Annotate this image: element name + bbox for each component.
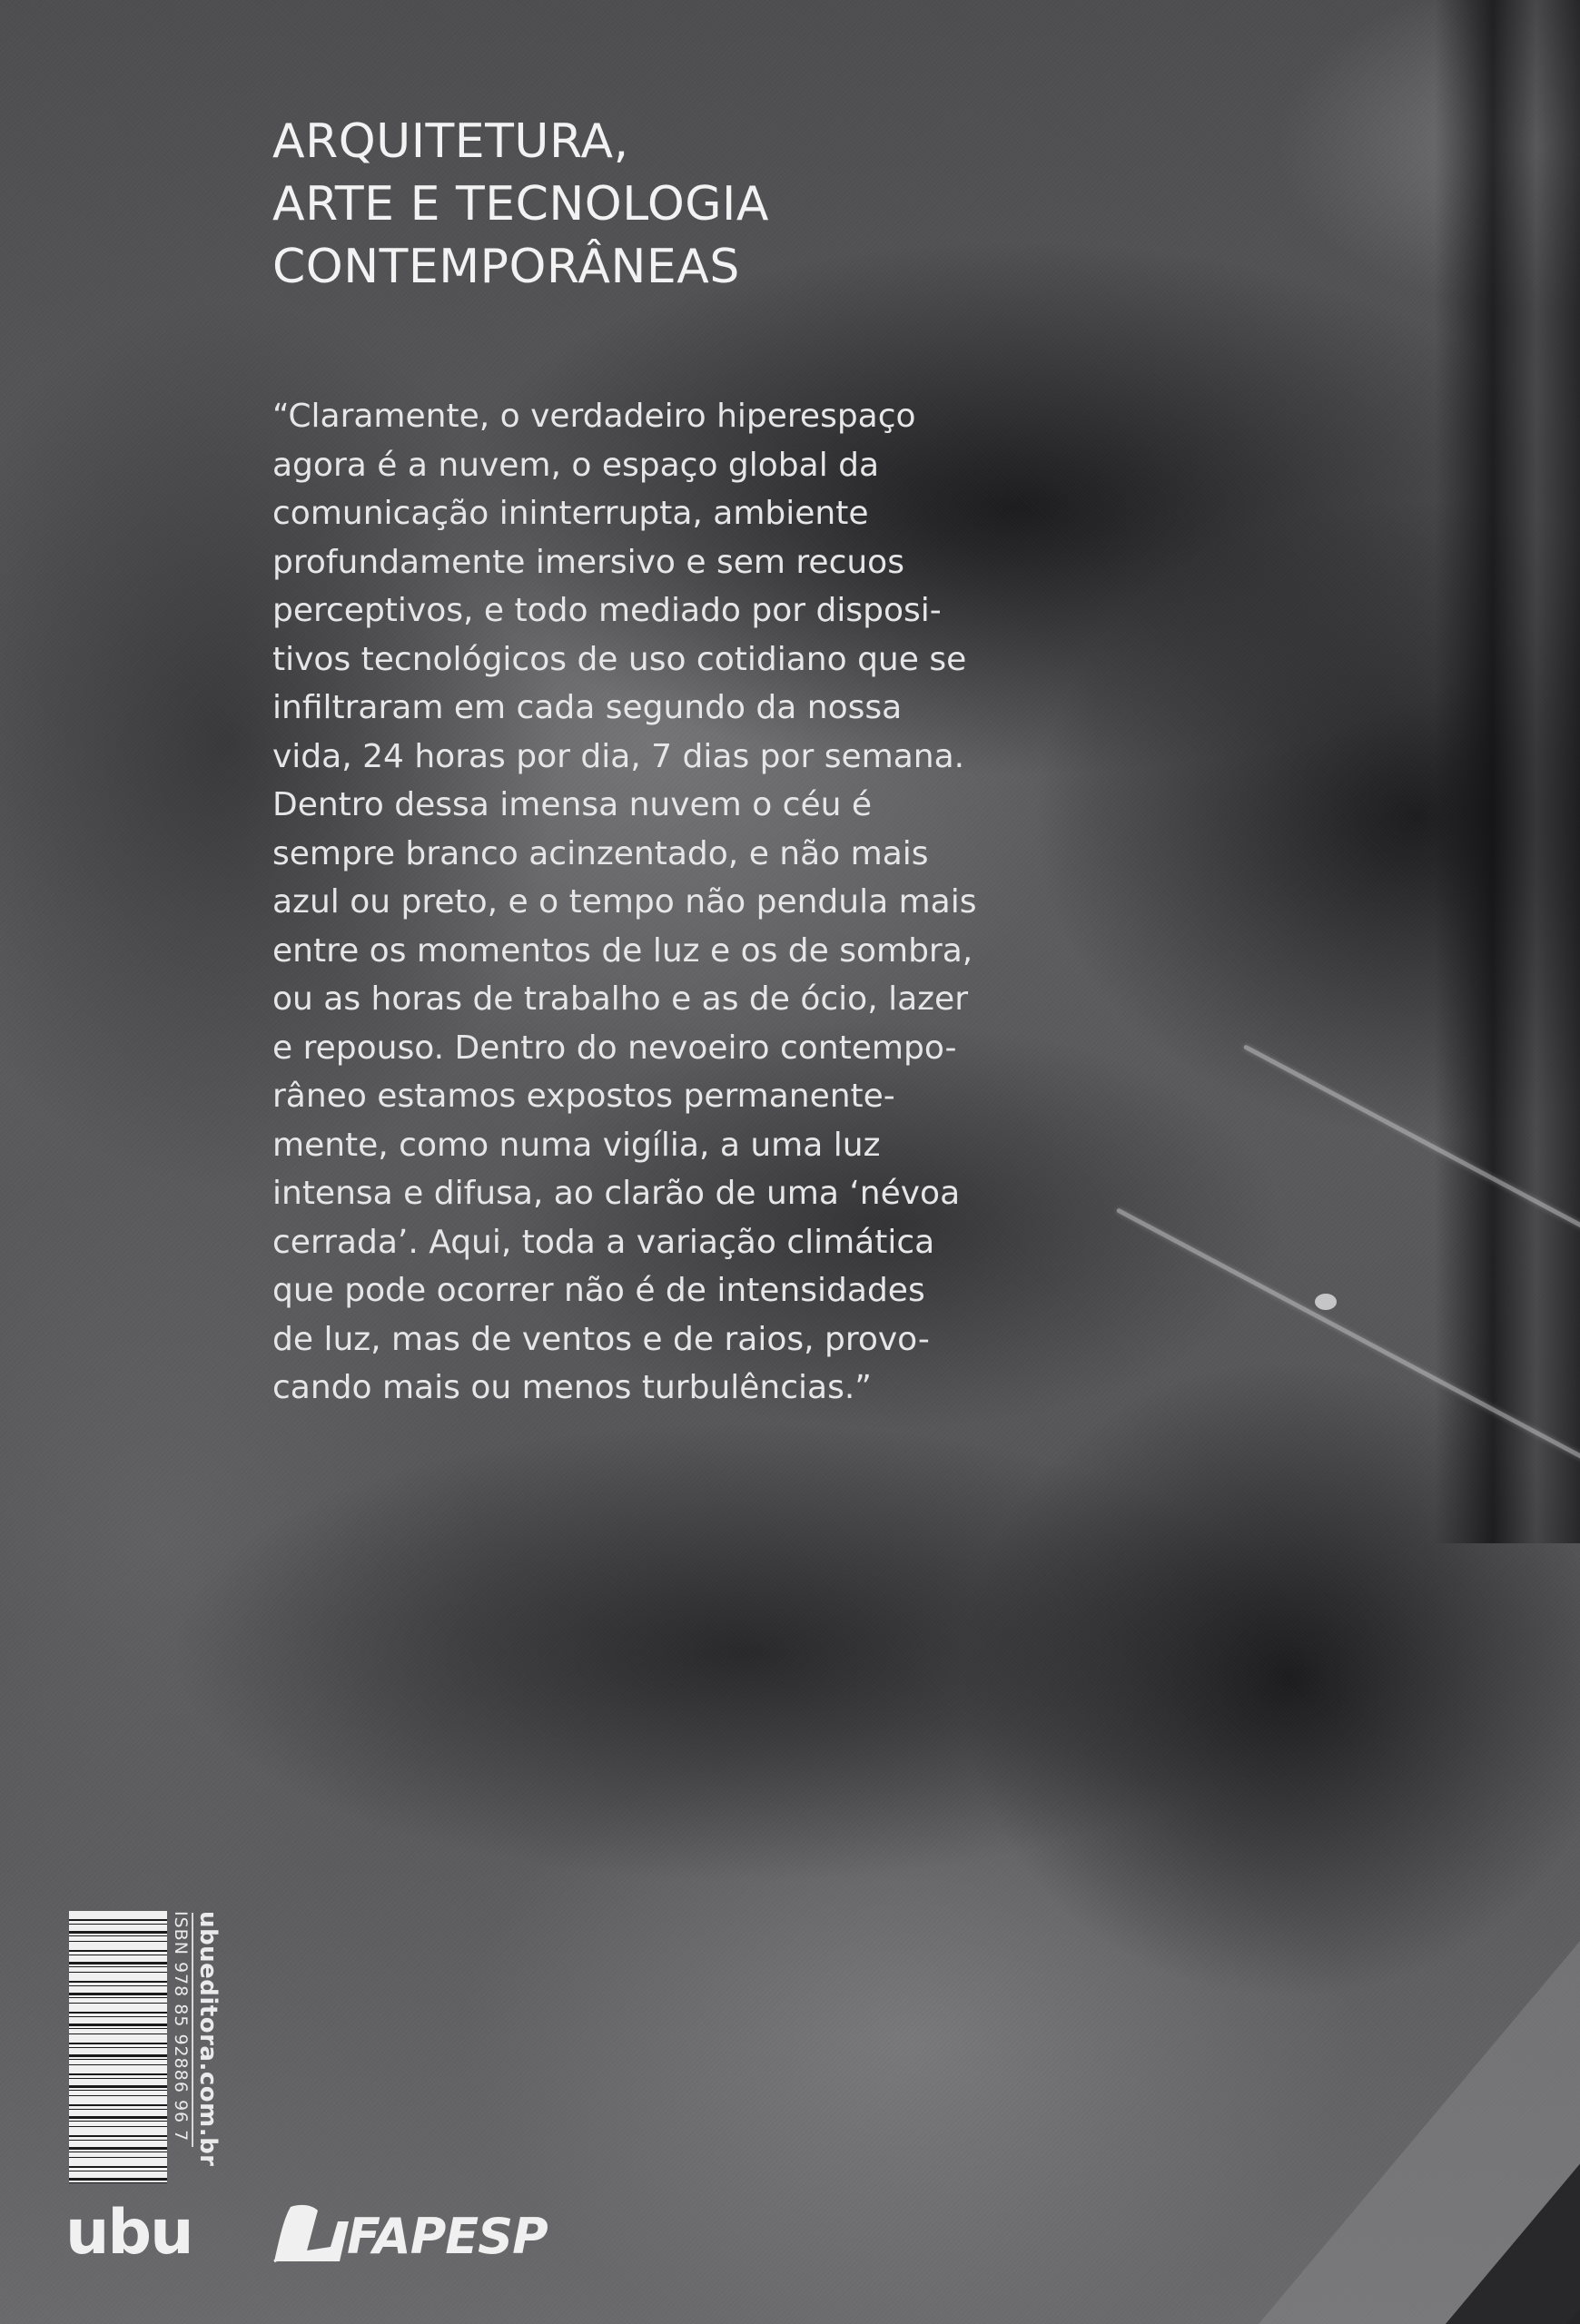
quote-line: agora é a nuvem, o espaço global da (272, 446, 880, 484)
quote-line: comunicação ininterrupta, ambiente (272, 495, 869, 532)
isbn-number: ISBN 978 85 92886 96 7 (171, 1911, 191, 2142)
quote-line: mente, como numa vigília, a uma luz (272, 1126, 881, 1164)
background-wire-bead (1315, 1294, 1337, 1310)
quote-line: ou as horas de trabalho e as de ócio, lazer (272, 980, 969, 1018)
quote-line: infiltraram em cada segundo da nossa (272, 689, 903, 726)
fapesp-wordmark: FAPESP (347, 2208, 548, 2265)
title-line: ARTE E TECNOLOGIA (272, 177, 769, 231)
book-title (272, 111, 769, 299)
quote-line: azul ou preto, e o tempo não pendula mais (272, 883, 977, 921)
barcode-icon (69, 1911, 167, 2183)
quote-line: que pode ocorrer não é de intensidades (272, 1272, 925, 1309)
quote-line: cando mais ou menos turbulências.” (272, 1369, 872, 1406)
divider (192, 1913, 193, 2147)
quote-line: tivos tecnológicos de uso cotidiano que se (272, 640, 967, 678)
blurb-quote (272, 392, 1053, 1413)
quote-line: profundamente imersivo e sem recuos (272, 543, 904, 581)
publisher-website: ubueditora.com.br (194, 1911, 222, 2167)
quote-line: Dentro dessa imensa nuvem o céu é (272, 786, 873, 823)
fapesp-sponsor-logo (271, 2201, 548, 2265)
background-dark-column (1435, 0, 1580, 1543)
title-line: ARQUITETURA, (272, 114, 629, 169)
quote-line: sempre branco acinzentado, e não mais (272, 834, 929, 872)
ubu-publisher-logo: ubu (65, 2197, 193, 2269)
quote-line: de luz, mas de ventos e de raios, provo- (272, 1320, 930, 1358)
quote-line: intensa e difusa, ao clarão de uma ‘névoa (272, 1175, 961, 1212)
quote-line: e repouso. Dentro do nevoeiro contempo- (272, 1029, 957, 1067)
quote-line: cerrada’. Aqui, toda a variação climática (272, 1223, 935, 1261)
quote-line: râneo estamos expostos permanente- (272, 1078, 895, 1115)
quote-line: perceptivos, e todo mediado por disposi- (272, 592, 942, 629)
title-line: CONTEMPORÂNEAS (272, 240, 740, 294)
fapesp-flag-icon (271, 2201, 352, 2265)
quote-line: vida, 24 horas por dia, 7 dias por semana. (272, 737, 965, 775)
quote-line: “Claramente, o verdadeiro hiperespaço (272, 398, 916, 435)
quote-line: entre os momentos de luz e os de sombra, (272, 931, 973, 970)
isbn-barcode-block (69, 1911, 222, 2192)
